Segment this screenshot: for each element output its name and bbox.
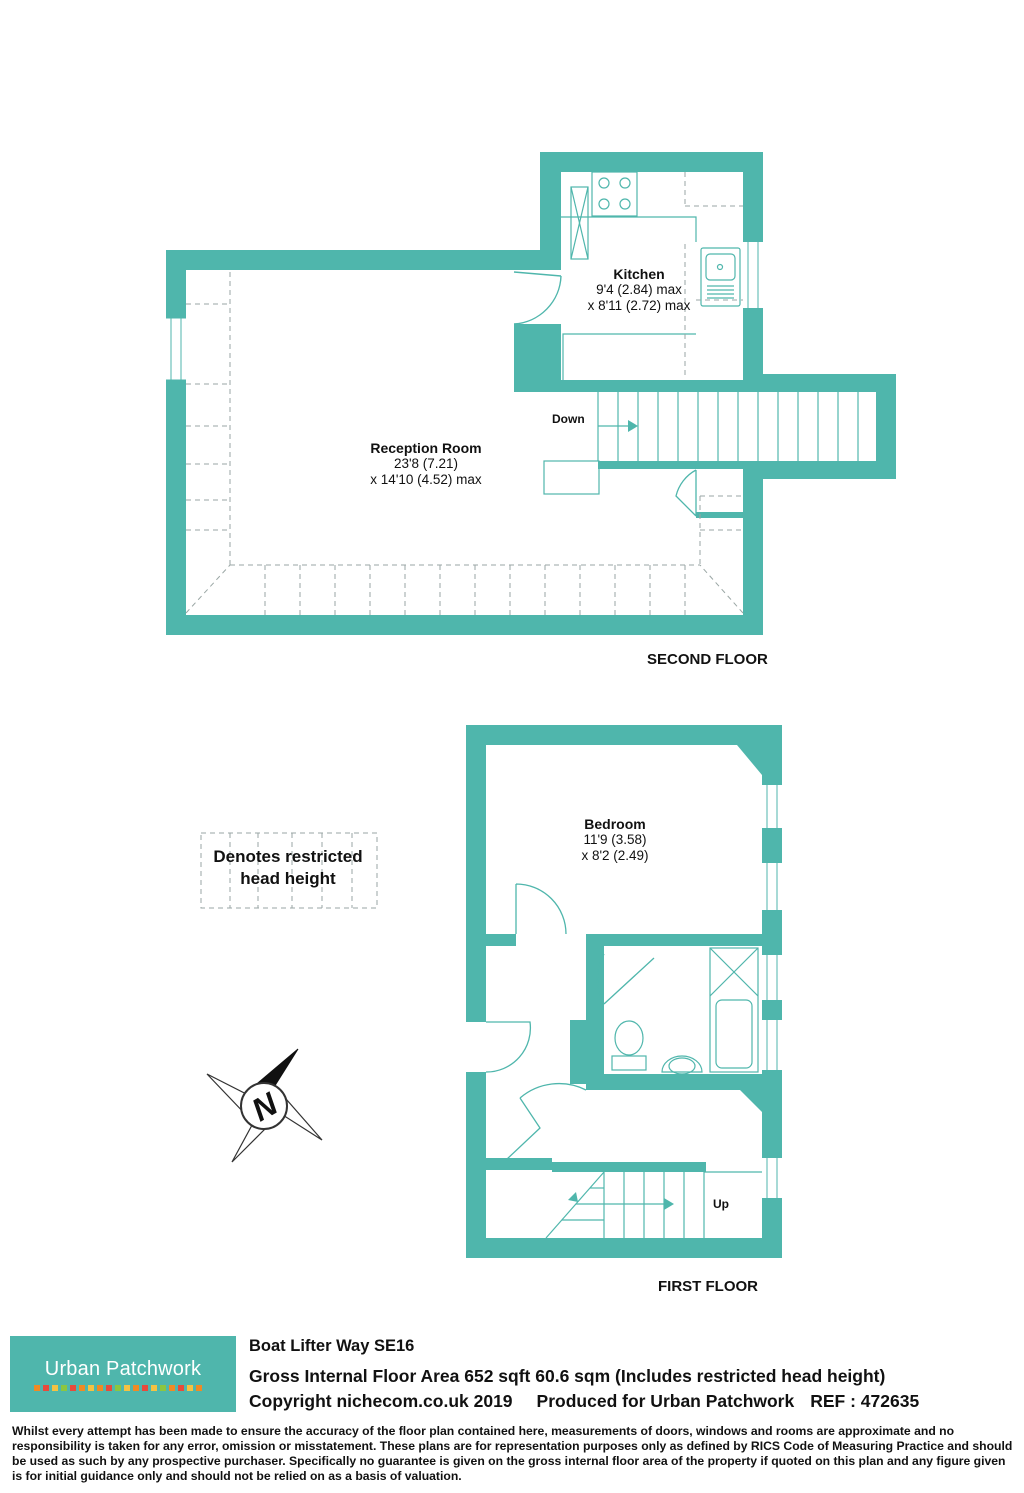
logo-square — [133, 1385, 139, 1391]
reception-room-walls — [166, 152, 896, 635]
disclaimer-text: Whilst every attempt has been made to ensure the accuracy of the floor plan contained here, measurements of doors, windows and rooms are approximate and no responsibility is taken for any error, omission or misstatement. These plans are for representation purposes only as defined by RICS Code of Measuring Practice and should be used as such by any prospective purchaser. Specifically no guarantee is given on the gross internal floor area of the property if quoted on this plan and any figure given is for initial guidance only and should not be relied on as a basis of valuation. — [12, 1424, 1013, 1483]
bedroom-bathroom-wall — [486, 934, 516, 946]
reception-room-dimension-2: x 14'10 (4.52) max — [370, 471, 482, 487]
stairs-start-arrow-icon — [568, 1192, 578, 1202]
bedroom-name: Bedroom — [584, 816, 646, 832]
bedroom-label — [545, 816, 685, 863]
kitchen-label — [569, 266, 709, 313]
landing-chamfer — [740, 1090, 762, 1112]
logo-square — [79, 1385, 85, 1391]
logo-square — [196, 1385, 202, 1391]
legend-line-2: head height — [240, 869, 336, 888]
kitchen-partition — [514, 380, 763, 392]
bedroom-door-swing — [516, 884, 566, 934]
reception-room-dimension-1: 23'8 (7.21) — [393, 456, 459, 472]
reference-number: REF : 472635 — [810, 1391, 920, 1411]
logo-square — [151, 1385, 157, 1391]
logo-square — [52, 1385, 58, 1391]
bathroom-window — [762, 955, 782, 1070]
first-floor-plan — [466, 725, 782, 1258]
bedroom-dimension-2: x 8'2 (2.49) — [581, 847, 649, 863]
reception-room-label — [346, 440, 506, 487]
hall-wall — [570, 1020, 604, 1084]
entrance-door-swing — [486, 1022, 530, 1072]
legend-restricted-height — [196, 846, 380, 890]
first-floor-stairs — [546, 1172, 762, 1238]
reception-window-left — [166, 318, 186, 380]
bedroom-chamfer — [737, 745, 762, 775]
logo-patchwork-squares — [34, 1385, 202, 1391]
entrance-door-opening — [466, 1022, 486, 1072]
logo-text: Urban Patchwork — [44, 1358, 202, 1380]
bath-icon — [710, 948, 758, 1072]
logo-square — [124, 1385, 130, 1391]
logo-square — [187, 1385, 193, 1391]
stair-top-wall-2 — [552, 1162, 706, 1172]
cupboard-wall — [696, 512, 743, 518]
kitchen-dimension-1: 9'4 (2.84) max — [596, 282, 682, 298]
second-floor-plan — [166, 152, 896, 635]
urban-patchwork-logo — [10, 1336, 236, 1412]
bathroom-door-swing — [597, 954, 654, 1004]
logo-square — [97, 1385, 103, 1391]
stairs-down-arrow-icon — [628, 420, 638, 432]
compass-north-letter: N — [245, 1085, 284, 1129]
property-address: Boat Lifter Way SE16 — [249, 1337, 415, 1355]
logo-square — [115, 1385, 121, 1391]
cupboard-door-swing — [676, 470, 696, 516]
logo-square — [142, 1385, 148, 1391]
logo-square — [61, 1385, 67, 1391]
bedroom-dimension-1: 11'9 (3.58) — [583, 832, 647, 848]
landing-window — [762, 1158, 782, 1198]
copyright-line — [249, 1391, 919, 1412]
logo-square — [106, 1385, 112, 1391]
kitchen-window-right — [743, 242, 763, 308]
stairs-up-label: Up — [713, 1197, 729, 1211]
bathroom-bottom-wall — [586, 1074, 762, 1090]
basin-icon — [662, 1056, 702, 1074]
stair-lower-wall — [598, 461, 743, 469]
stairs-down-label: Down — [552, 412, 585, 426]
kitchen-dimension-2: x 8'11 (2.72) max — [587, 297, 691, 313]
logo-square — [34, 1385, 40, 1391]
kitchen-name: Kitchen — [613, 266, 665, 282]
logo-square — [70, 1385, 76, 1391]
legend-line-1: Denotes restricted — [213, 847, 363, 866]
stair-top-wall — [486, 1158, 552, 1170]
logo-square — [178, 1385, 184, 1391]
reception-room-name: Reception Room — [370, 440, 482, 456]
bedroom-window — [762, 785, 782, 910]
floor-area: Gross Internal Floor Area 652 sqft 60.6 sqm (Includes restricted head height) — [249, 1366, 886, 1386]
copyright-text: Copyright nichecom.co.uk 2019 — [249, 1391, 513, 1411]
logo-square — [43, 1385, 49, 1391]
first-floor-title: FIRST FLOOR — [658, 1278, 758, 1295]
toilet-icon — [612, 1021, 646, 1070]
produced-for-text: Produced for Urban Patchwork — [536, 1391, 795, 1411]
logo-square — [169, 1385, 175, 1391]
logo-square — [160, 1385, 166, 1391]
landing-door-swing — [506, 1084, 586, 1160]
stairs-up-arrow-icon — [664, 1198, 674, 1210]
second-floor-title: SECOND FLOOR — [647, 651, 768, 668]
stair-landing-box — [544, 461, 599, 494]
bedroom-bathroom-wall-2 — [589, 934, 762, 946]
logo-square — [88, 1385, 94, 1391]
